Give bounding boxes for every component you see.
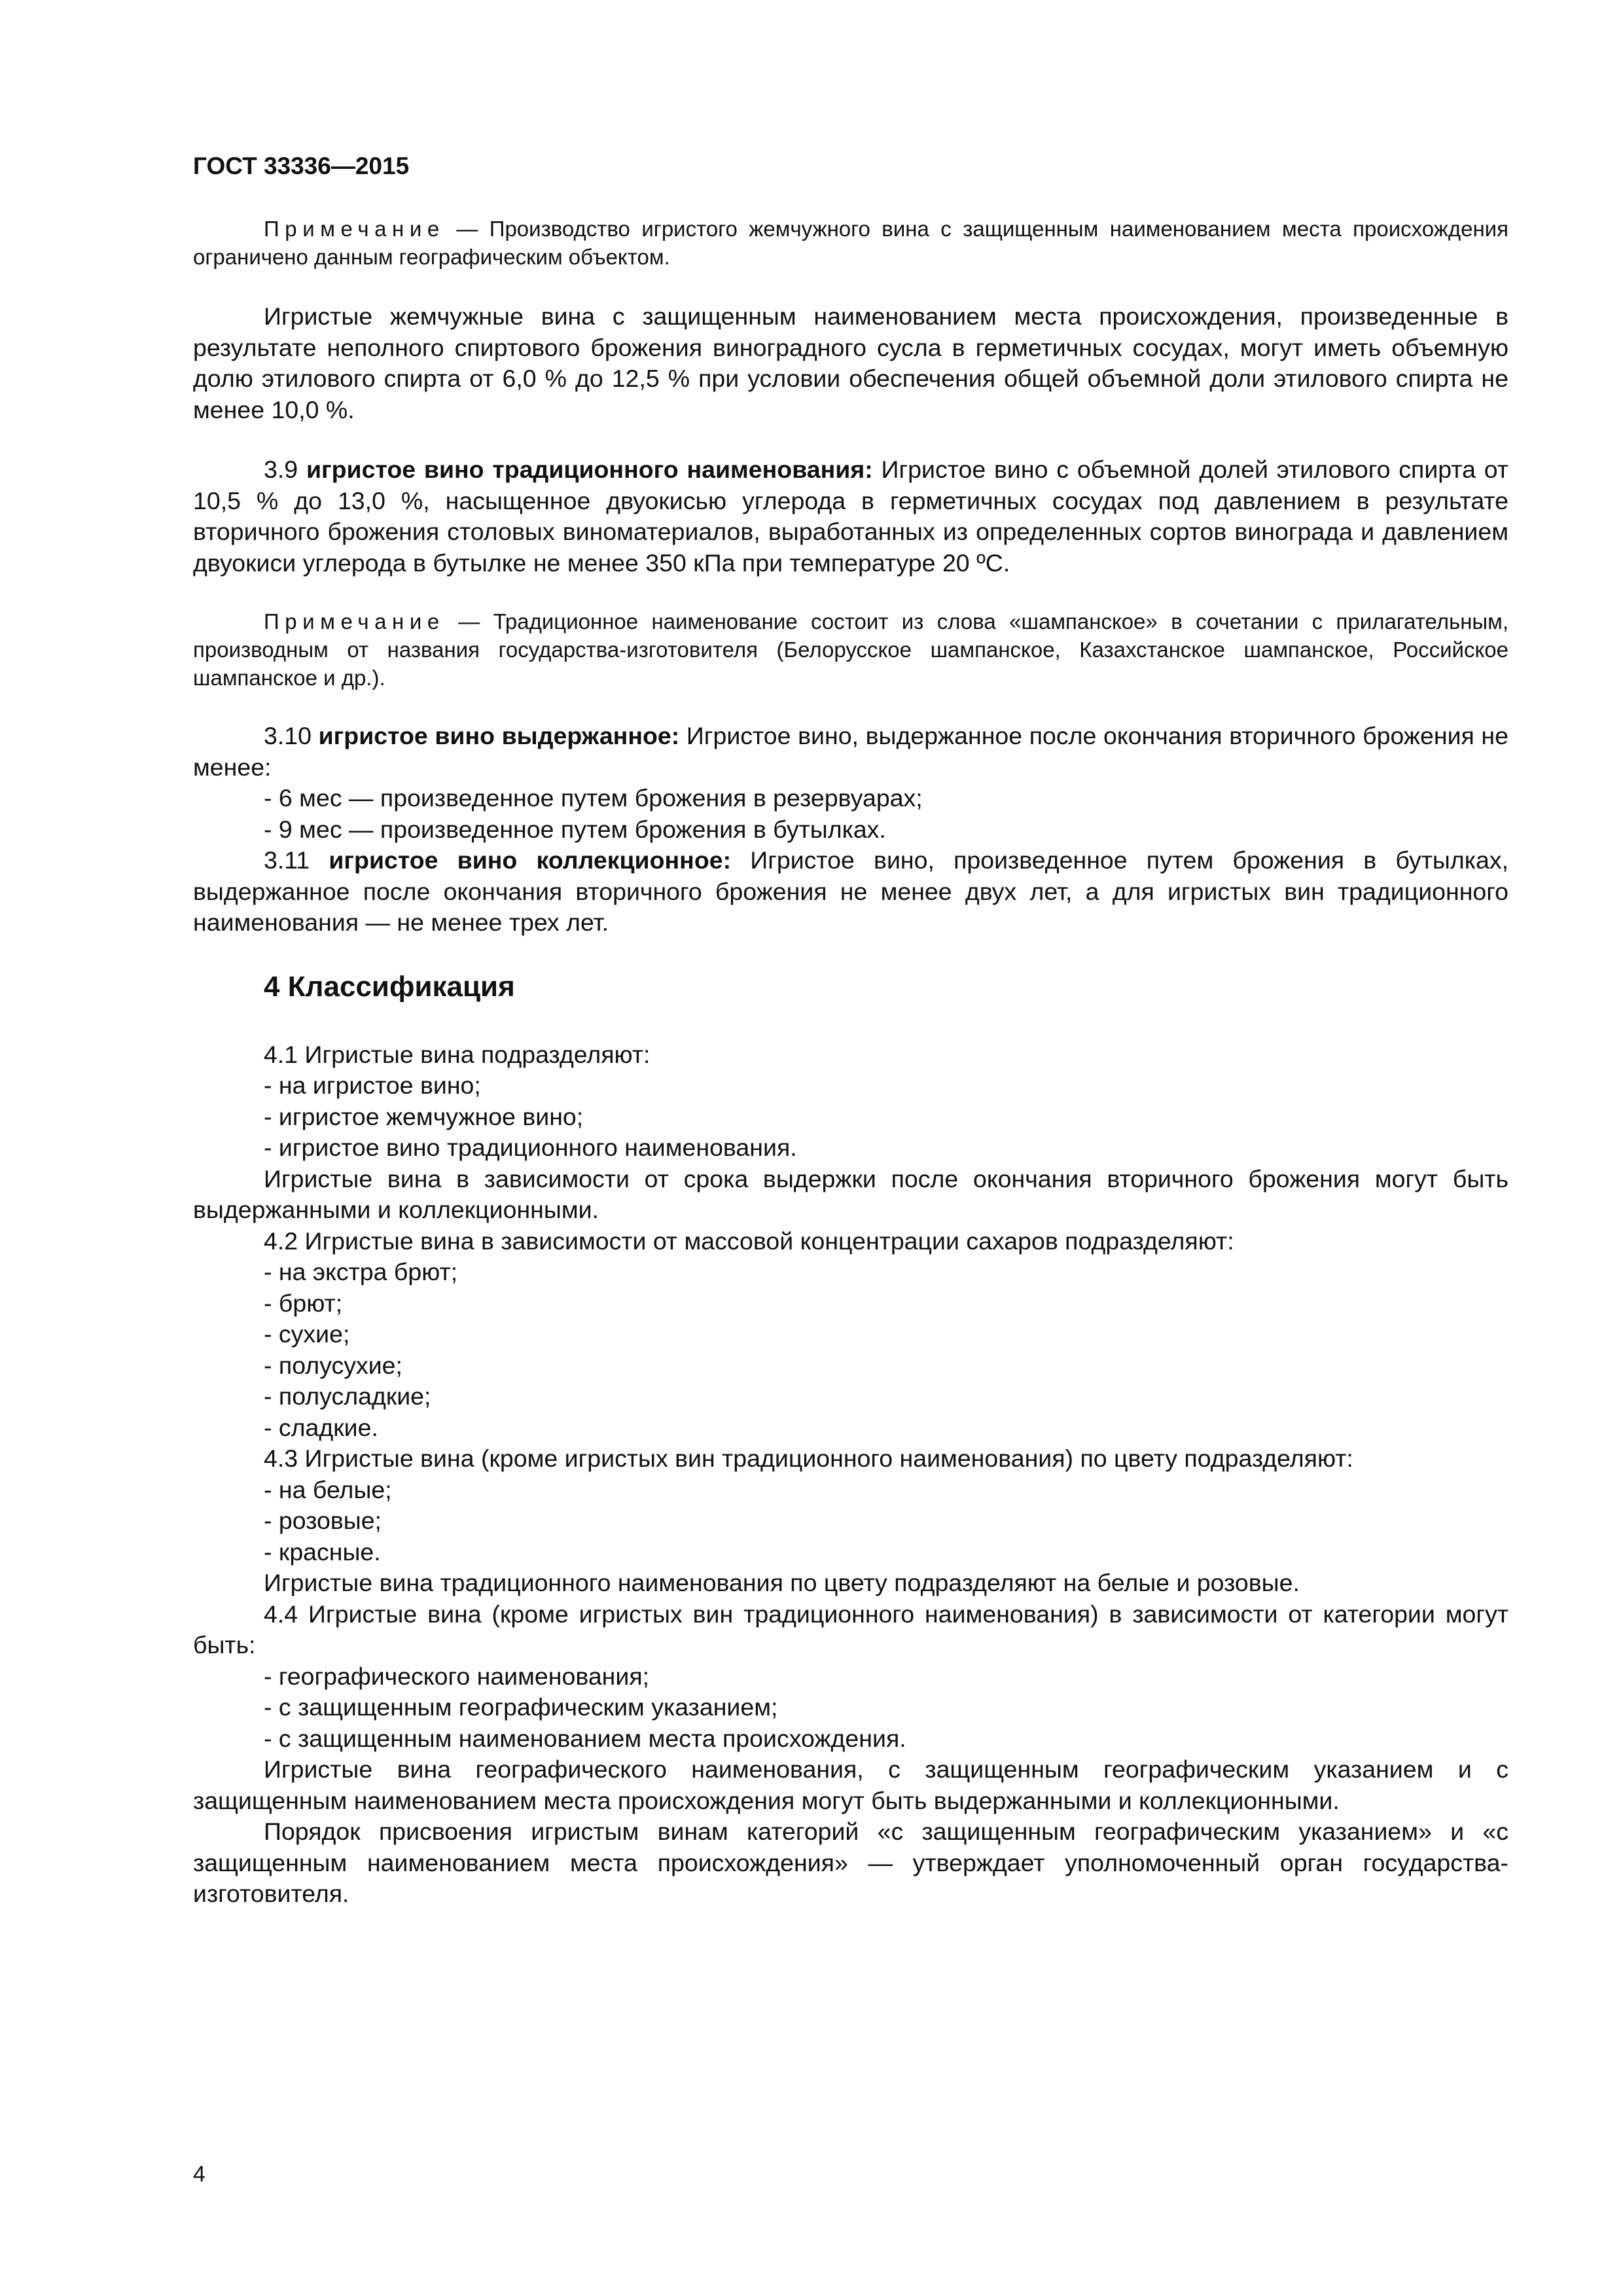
list-item: - полусухие; bbox=[264, 1351, 402, 1379]
note-label: Примечание bbox=[264, 609, 445, 634]
term-definition: Игристое вино с объемной долей этилового спирта от 10,5 % до 13,0 %, насыщенное двуокисью углерода в герметичных сосудах под давлением в результате вторичного брожения столовых виноматериалов, выработанных из определенных сортов винограда и давлением двуокиси углерода в бутылке не менее 350 кПа при температуре 20 ºС. bbox=[193, 456, 1508, 577]
note-label: Примечание bbox=[264, 217, 445, 241]
list-item: - полусладкие; bbox=[264, 1382, 431, 1410]
clause-4-4-aging: Игристые вина географического наименования, с защищенным географическим указанием и с защищенным наименованием места происхождения могут быть выдержанными и коллекционными. bbox=[193, 1755, 1508, 1814]
clause-4-3: 4.3 Игристые вина (кроме игристых вин традиционного наименования) по цвету подразделяют: bbox=[264, 1444, 1353, 1472]
page-number: 4 bbox=[193, 2162, 205, 2187]
list-item: - 6 мес — произведенное путем брожения в резервуарах; bbox=[264, 784, 923, 812]
list-item: - игристое жемчужное вино; bbox=[264, 1102, 584, 1130]
term-definition: Игристое вино, выдержанное после окончания вторичного брожения не менее: bbox=[193, 722, 1508, 781]
term-number: 3.10 bbox=[264, 722, 319, 749]
list-item: - 9 мес — произведенное путем брожения в бутылках. bbox=[264, 815, 886, 843]
clause-4-1: 4.1 Игристые вина подразделяют: bbox=[264, 1040, 651, 1068]
list-item: - географического наименования; bbox=[264, 1662, 650, 1690]
list-item: - красные. bbox=[264, 1537, 381, 1566]
list-item: - сухие; bbox=[264, 1320, 350, 1348]
clause-4-3-traditional: Игристые вина традиционного наименования по цвету подразделяют на белые и розовые. bbox=[264, 1569, 1300, 1596]
list-item: - розовые; bbox=[264, 1507, 382, 1534]
section-heading: 4 Классификация bbox=[264, 970, 515, 1003]
list-item: - на экстра брют; bbox=[264, 1258, 458, 1285]
term-number: 3.11 bbox=[264, 846, 329, 874]
term-title: игристое вино выдержанное: bbox=[318, 722, 680, 749]
term-title: игристое вино коллекционное: bbox=[329, 846, 732, 874]
list-item: - на белые; bbox=[264, 1475, 392, 1503]
list-item: - брют; bbox=[264, 1289, 343, 1317]
term-3-10 bbox=[193, 721, 1508, 783]
document-header: ГОСТ 33336—2015 bbox=[193, 152, 410, 179]
term-number: 3.9 bbox=[264, 456, 306, 483]
document-page bbox=[193, 151, 1508, 1910]
clause-4-4-procedure: Порядок присвоения игристым винам категорий «с защищенным географическим указанием» и «с защищенным наименованием места происхождения» — утверждает уполномоченный орган государства-изготовителя. bbox=[193, 1818, 1508, 1907]
list-item: - с защищенным географическим указанием; bbox=[264, 1693, 778, 1721]
paragraph-pearl-wines: Игристые жемчужные вина с защищенным наименованием места происхождения, произведенные в результате неполного спиртового брожения виноградного сусла в герметичных сосудах, могут иметь объемную долю этилового спирта от 6,0 % до 12,5 % при условии обеспечения общей объемной доли этилового спирта не менее 10,0 %. bbox=[193, 302, 1508, 423]
term-3-11 bbox=[193, 845, 1508, 939]
note-1 bbox=[193, 215, 1508, 271]
term-title: игристое вино традиционного наименования: bbox=[306, 456, 873, 483]
list-item: - на игристое вино; bbox=[264, 1071, 481, 1099]
clause-4-4: 4.4 Игристые вина (кроме игристых вин традиционного наименования) в зависимости от категории могут быть: bbox=[193, 1600, 1508, 1659]
list-item: - сладкие. bbox=[264, 1413, 378, 1441]
list-item: - с защищенным наименованием места происхождения. bbox=[264, 1724, 906, 1752]
note-text: — Традиционное наименование состоит из слова «шампанское» в сочетании с прилагательным, производным от названия государства-изготовителя (Белорусское шампанское, Казахстанское шампанское, Российское шампанское и др.). bbox=[193, 609, 1508, 690]
clause-4-1-aging: Игристые вина в зависимости от срока выдержки после окончания вторичного брожения могут быть выдержанными и коллекционными. bbox=[193, 1164, 1508, 1223]
term-definition: Игристое вино, произведенное путем брожения в бутылках, выдержанное после окончания вторичного брожения не менее двух лет, а для игристых вин традиционного наименования — не менее трех лет. bbox=[193, 846, 1508, 936]
list-item: - игристое вино традиционного наименования. bbox=[264, 1134, 797, 1161]
note-text: — Производство игристого жемчужного вина с защищенным наименованием места происхождения ограничено данным географическим объектом. bbox=[193, 217, 1508, 269]
term-3-9 bbox=[193, 454, 1508, 579]
note-2 bbox=[193, 607, 1508, 692]
clause-4-2: 4.2 Игристые вина в зависимости от массовой концентрации сахаров подразделяют: bbox=[264, 1227, 1234, 1255]
